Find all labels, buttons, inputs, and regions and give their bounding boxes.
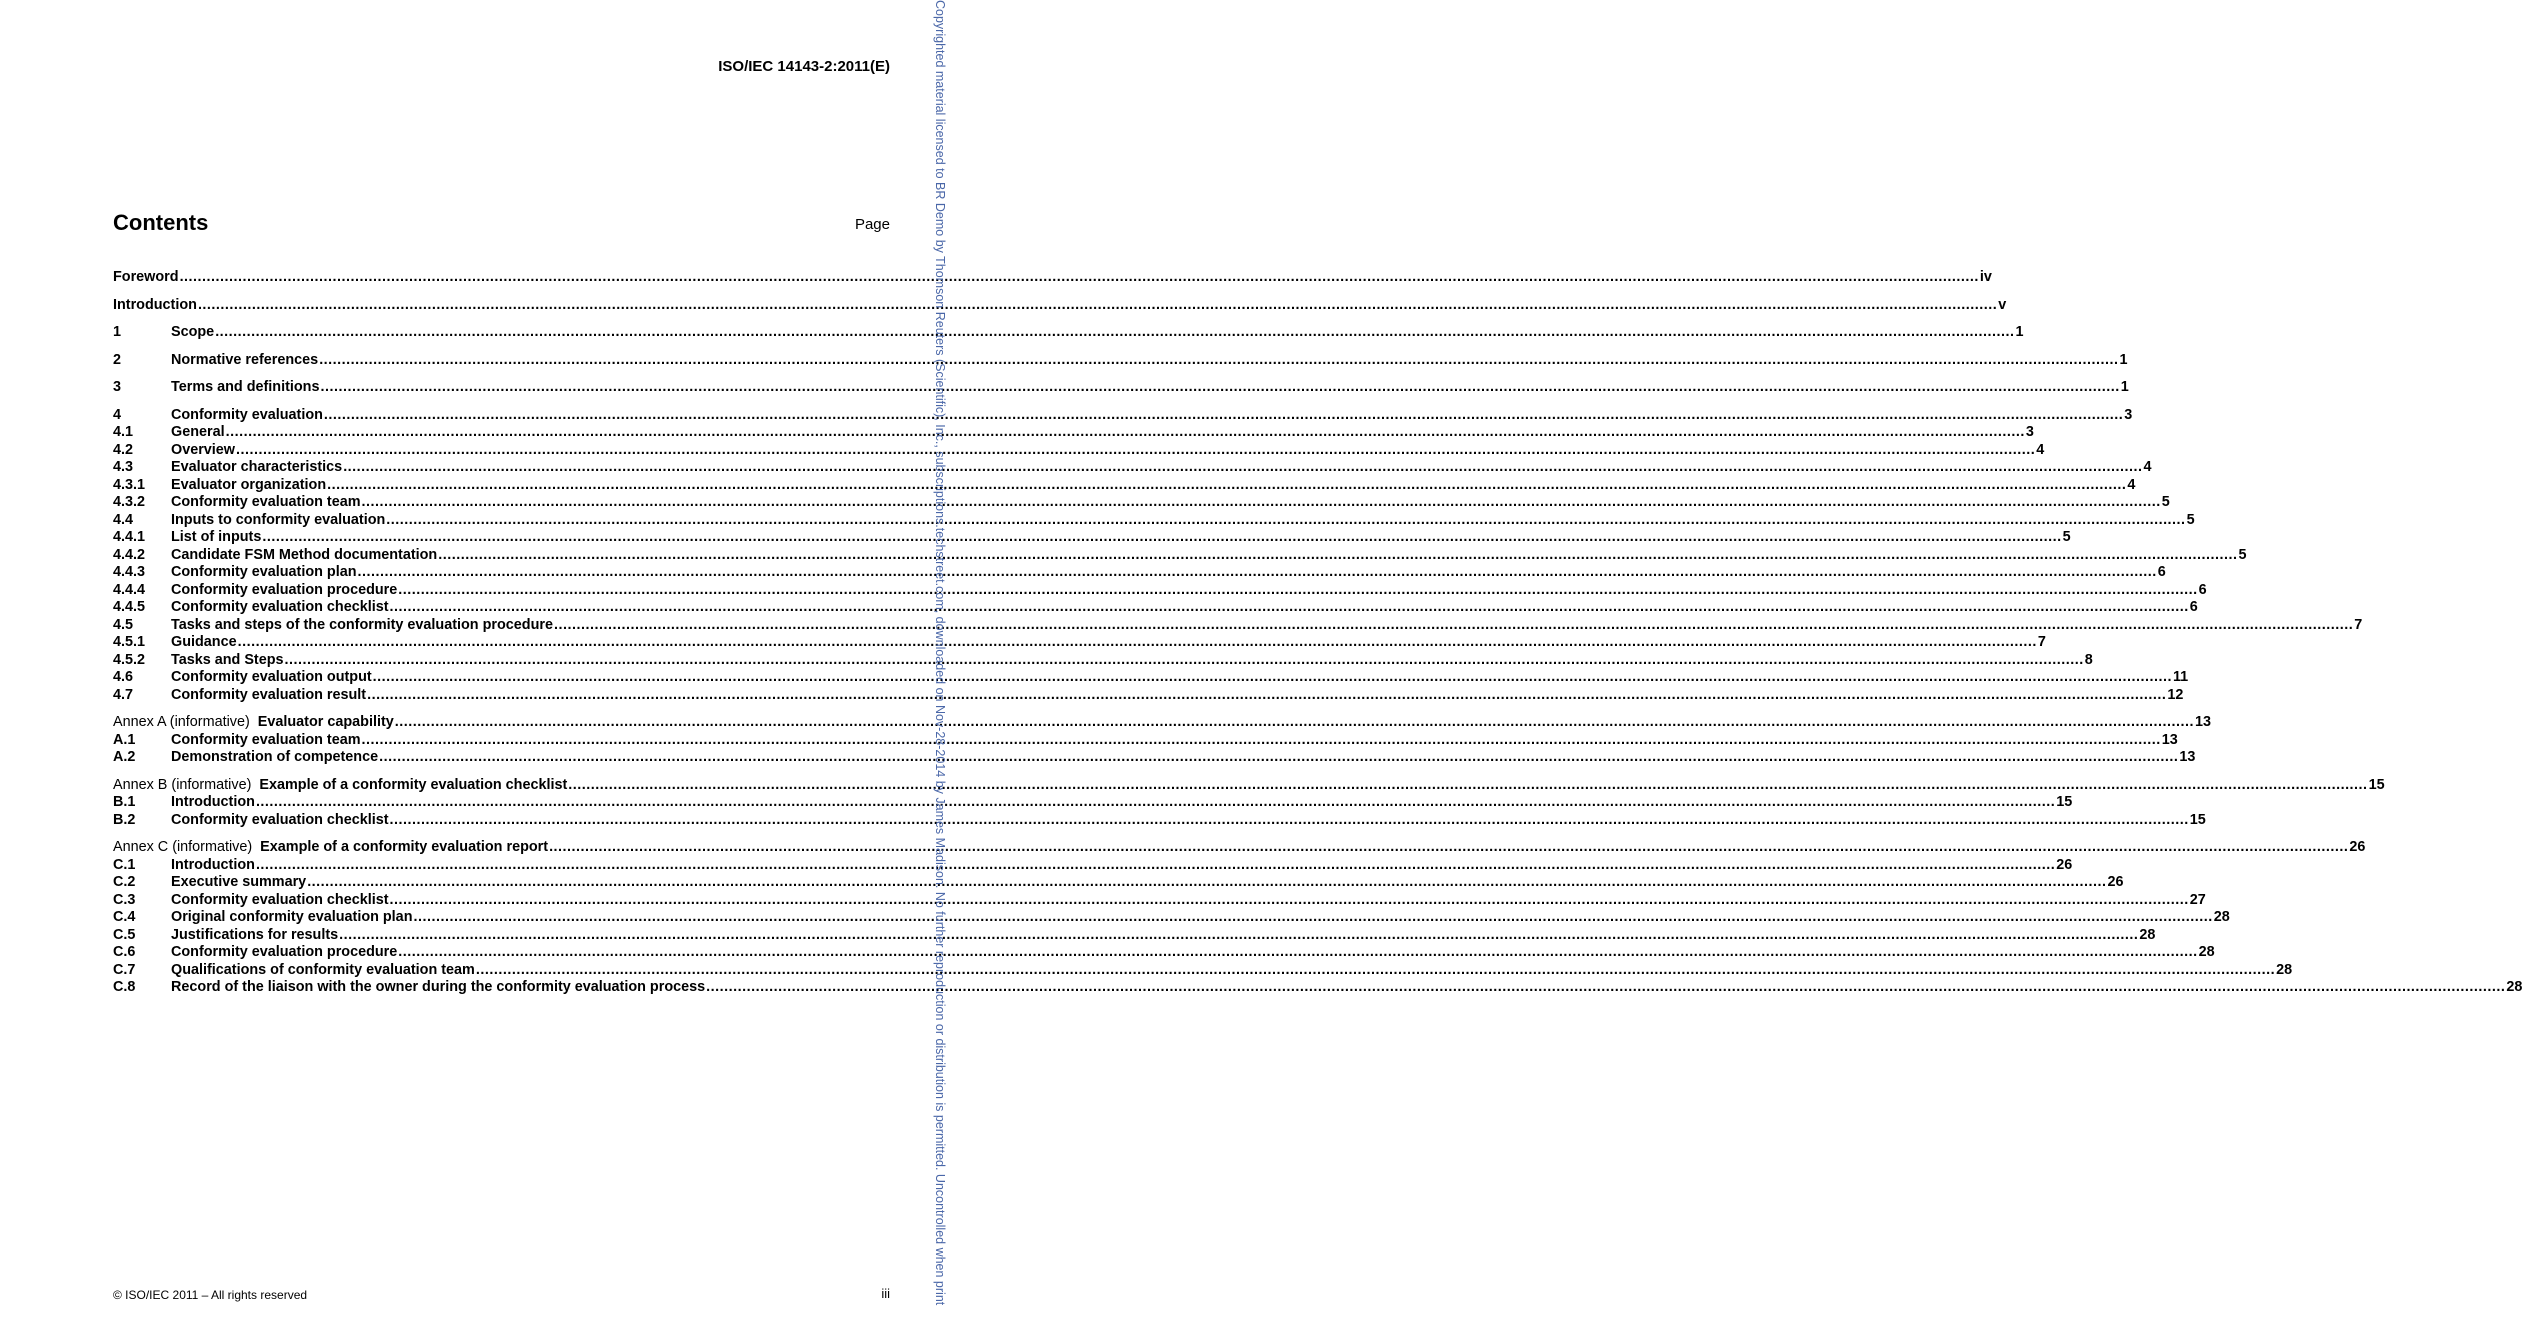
toc-entry-number: 4.1: [113, 424, 134, 440]
toc-entry-number: B.1: [113, 794, 136, 810]
toc-entry[interactable]: [113, 476, 2136, 495]
toc-entry-title: [171, 857, 255, 875]
toc-entry-number: 4.4.1: [113, 529, 146, 545]
toc-dot-leader: ................................................................................................................................................................................................................................................................................................................................................................................................................: [389, 599, 2189, 615]
toc-title-text: Record of the liaison with the owner during the conformity evaluation process: [171, 979, 706, 995]
toc-entry-title: [171, 962, 475, 980]
toc-entry-number: 1: [113, 324, 122, 340]
toc-dot-leader: ................................................................................................................................................................................................................................................................................................................................................................................................................: [255, 794, 2056, 810]
toc-entry-page: 26: [2107, 874, 2124, 890]
toc-entry-title: [171, 812, 389, 830]
toc-title-text: Conformity evaluation result: [171, 686, 367, 703]
toc-dot-leader: ................................................................................................................................................................................................................................................................................................................................................................................................................: [307, 874, 2107, 890]
toc-entry-number: C.5: [113, 926, 136, 943]
toc-dot-leader: ................................................................................................................................................................................................................................................................................................................................................................................................................: [197, 296, 1998, 313]
toc-title-text: Foreword: [113, 269, 179, 285]
toc-dot-leader: ................................................................................................................................................................................................................................................................................................................................................................................................................: [367, 686, 2167, 703]
toc-title-text: Conformity evaluation team: [171, 731, 361, 748]
toc-entry-title: [113, 777, 567, 795]
toc-title-text: Guidance: [171, 634, 237, 650]
toc-entry[interactable]: [113, 979, 2522, 997]
toc-entry[interactable]: [113, 731, 2178, 750]
toc-entry-number: 4: [113, 406, 122, 423]
toc-entry-page: 6: [2157, 564, 2166, 580]
toc-dot-leader: ................................................................................................................................................................................................................................................................................................................................................................................................................: [394, 714, 2195, 730]
toc-entry[interactable]: [113, 856, 2073, 875]
toc-title-text: Scope: [171, 324, 215, 340]
toc-entry-page: 4: [2127, 476, 2136, 493]
toc-title-text: Original conformity evaluation plan: [171, 909, 413, 925]
toc-entry[interactable]: [113, 669, 2189, 687]
toc-title-text: Conformity evaluation: [171, 406, 323, 423]
toc-entry-title: [171, 582, 397, 600]
toc-entry-number: 4.3.1: [113, 476, 146, 493]
toc-entry-number: C.7: [113, 961, 136, 978]
toc-dot-leader: ................................................................................................................................................................................................................................................................................................................................................................................................................: [361, 731, 2161, 748]
toc-title-text: Executive summary: [171, 874, 307, 890]
toc-title-text: Normative references: [171, 351, 319, 368]
toc-dot-leader: ................................................................................................................................................................................................................................................................................................................................................................................................................: [549, 839, 2349, 855]
toc-entry-title: [171, 512, 385, 530]
toc-entry-title: [113, 839, 548, 857]
toc-entry-number: C.4: [113, 909, 136, 925]
toc-entry-title: [171, 909, 412, 927]
toc-entry[interactable]: [113, 944, 2215, 962]
toc-entry-title: [113, 714, 394, 732]
toc-entry[interactable]: [113, 296, 2007, 315]
toc-entry-title: [171, 634, 237, 652]
toc-entry-title: [113, 269, 179, 287]
toc-entry-page: 13: [2179, 749, 2196, 765]
toc-entry-number: 4.7: [113, 686, 134, 703]
toc-entry[interactable]: [113, 379, 2129, 397]
toc-entry-number: 4.4.2: [113, 546, 146, 563]
toc-dot-leader: ................................................................................................................................................................................................................................................................................................................................................................................................................: [379, 749, 2179, 765]
contents-heading: Contents: [113, 210, 209, 235]
toc-title-text: Conformity evaluation plan: [171, 564, 357, 580]
toc-entry[interactable]: [113, 351, 2128, 370]
toc-entry[interactable]: [113, 494, 2170, 512]
toc-title-text: Conformity evaluation checklist: [171, 891, 389, 908]
toc-dot-leader: ................................................................................................................................................................................................................................................................................................................................................................................................................: [225, 424, 2025, 440]
toc-dot-leader: ................................................................................................................................................................................................................................................................................................................................................................................................................: [361, 494, 2161, 510]
toc-dot-leader: ................................................................................................................................................................................................................................................................................................................................................................................................................: [319, 351, 2119, 368]
toc-entry[interactable]: [113, 269, 1992, 287]
toc-entry[interactable]: [113, 634, 2046, 652]
toc-entry-number: 4.3: [113, 459, 134, 475]
toc-dot-leader: ................................................................................................................................................................................................................................................................................................................................................................................................................: [339, 926, 2139, 943]
toc-entry[interactable]: [113, 599, 2198, 617]
toc-entry-page: 13: [2195, 714, 2212, 730]
toc-entry-page: 8: [2084, 651, 2093, 668]
toc-dot-leader: ................................................................................................................................................................................................................................................................................................................................................................................................................: [255, 856, 2056, 873]
toc-entry-title: [171, 424, 225, 442]
toc-dot-leader: ................................................................................................................................................................................................................................................................................................................................................................................................................: [413, 909, 2213, 925]
toc-entry[interactable]: [113, 529, 2071, 547]
toc-entry-page: 3: [2025, 424, 2034, 440]
toc-entry-title: [171, 379, 319, 397]
toc-entry[interactable]: [113, 424, 2034, 442]
toc-title-text: Introduction: [171, 794, 255, 810]
toc-entry-page: 6: [2189, 599, 2198, 615]
toc-entry-number: A.2: [113, 749, 136, 765]
toc-entry-number: 4.6: [113, 669, 134, 685]
toc-entry-number: 4.4.3: [113, 564, 146, 580]
toc-entry[interactable]: [113, 776, 2385, 795]
toc-dot-leader: ................................................................................................................................................................................................................................................................................................................................................................................................................: [343, 459, 2143, 475]
toc-title-text: Evaluator capability: [257, 714, 394, 730]
toc-dot-leader: ................................................................................................................................................................................................................................................................................................................................................................................................................: [553, 616, 2354, 633]
toc-entry-number: 2: [113, 351, 122, 368]
toc-dot-leader: ................................................................................................................................................................................................................................................................................................................................................................................................................: [320, 379, 2120, 395]
toc-entry-page: 1: [2120, 379, 2129, 395]
toc-entry-title: [171, 442, 235, 460]
toc-title-text: Evaluator characteristics: [171, 459, 343, 475]
toc-entry[interactable]: [113, 926, 2156, 945]
toc-entry[interactable]: [113, 714, 2212, 732]
toc-entry-page: 1: [2119, 351, 2128, 368]
toc-dot-leader: ................................................................................................................................................................................................................................................................................................................................................................................................................: [475, 961, 2276, 978]
toc-entry[interactable]: [113, 616, 2363, 635]
toc-title-text: Evaluator organization: [171, 476, 327, 493]
toc-entry-page: 26: [2056, 856, 2073, 873]
toc-dot-leader: ................................................................................................................................................................................................................................................................................................................................................................................................................: [372, 669, 2172, 685]
toc-dot-leader: ................................................................................................................................................................................................................................................................................................................................................................................................................: [179, 269, 1979, 285]
toc-entry-title: [171, 892, 389, 910]
toc-entry[interactable]: [113, 961, 2293, 980]
toc-entry-title: [171, 529, 261, 547]
toc-title-text: Tasks and steps of the conformity evaluation procedure: [171, 616, 553, 633]
toc-entry-page: 3: [2124, 406, 2133, 423]
footer-page-number: iii: [881, 1286, 890, 1301]
toc-entry-title: [171, 477, 326, 495]
toc-entry-title: [171, 874, 306, 892]
toc-entry-page: 4: [2143, 459, 2152, 475]
toc-title-text: Tasks and Steps: [171, 651, 284, 668]
toc-entry-title: [171, 669, 372, 687]
toc-entry[interactable]: [113, 406, 2133, 425]
toc-entry-title: [171, 494, 361, 512]
toc-annex-label: Annex C (informative): [113, 839, 253, 855]
toc-title-text: Conformity evaluation team: [171, 494, 361, 510]
toc-annex-label: Annex B (informative): [113, 776, 252, 793]
toc-entry-page: 28: [2506, 979, 2522, 995]
toc-entry[interactable]: [113, 874, 2124, 892]
toc-entry[interactable]: [113, 511, 2195, 530]
toc-entry[interactable]: [113, 909, 2230, 927]
toc-title-text: Demonstration of competence: [171, 749, 379, 765]
toc-entry-number: 4.3.2: [113, 494, 146, 510]
toc-title-text: Introduction: [171, 856, 255, 873]
toc-entry-page: 15: [2189, 811, 2206, 828]
toc-entry-page: 28: [2213, 909, 2230, 925]
footer-copyright: © ISO/IEC 2011 – All rights reserved: [113, 1288, 308, 1302]
toc-dot-leader: ................................................................................................................................................................................................................................................................................................................................................................................................................: [386, 511, 2186, 528]
toc-entry-title: [171, 687, 366, 705]
toc-entry-title: [171, 617, 553, 635]
toc-dot-leader: ................................................................................................................................................................................................................................................................................................................................................................................................................: [323, 406, 2124, 423]
toc-title-text: Candidate FSM Method documentation: [171, 546, 438, 563]
toc-title-text: Introduction: [113, 296, 197, 313]
toc-entry-page: 15: [2056, 794, 2073, 810]
toc-title-text: Inputs to conformity evaluation: [171, 511, 386, 528]
toc-entry-number: 4.4.4: [113, 581, 146, 598]
toc-dot-leader: ................................................................................................................................................................................................................................................................................................................................................................................................................: [398, 581, 2198, 598]
toc-entry[interactable]: [113, 891, 2206, 910]
toc-entry-page: 26: [2349, 839, 2366, 855]
toc-title-text: General: [171, 424, 225, 440]
toc-dot-leader: ................................................................................................................................................................................................................................................................................................................................................................................................................: [706, 979, 2506, 995]
toc-dot-leader: ................................................................................................................................................................................................................................................................................................................................................................................................................: [236, 441, 2036, 458]
toc-entry-number: 4.4.5: [113, 599, 146, 615]
toc-title-text: Example of a conformity evaluation checklist: [259, 776, 568, 793]
toc-entry-number: 4.4: [113, 511, 134, 528]
document-id: ISO/IEC 14143-2:2011(E): [718, 58, 890, 75]
toc-entry-number: C.8: [113, 979, 136, 995]
toc-dot-leader: ................................................................................................................................................................................................................................................................................................................................................................................................................: [327, 476, 2127, 493]
toc-entry[interactable]: [113, 459, 2152, 477]
toc-entry-page: v: [1998, 296, 2007, 313]
toc-entry-title: [171, 324, 214, 342]
toc-dot-leader: ................................................................................................................................................................................................................................................................................................................................................................................................................: [389, 811, 2189, 828]
toc-dot-leader: ................................................................................................................................................................................................................................................................................................................................................................................................................: [284, 651, 2084, 668]
toc-entry-page: 7: [2354, 616, 2363, 633]
toc-entry-number: C.1: [113, 856, 136, 873]
toc-entry-number: A.1: [113, 731, 136, 748]
copyright-watermark: Copyrighted material licensed to BR Demo by Thomson Reuters (Scientific), Inc., subscriptions.techstreet.com, downloaded on Nov-28-2014 by James Madison. No further reproduction or distribution is permitted. Uncontrolled when print: [933, 0, 947, 1306]
toc-title-text: Example of a conformity evaluation report: [260, 839, 549, 855]
toc-entry-page: 7: [2037, 634, 2046, 650]
toc-entry-number: 4.2: [113, 441, 134, 458]
toc-dot-leader: ................................................................................................................................................................................................................................................................................................................................................................................................................: [438, 546, 2238, 563]
toc-title-text: Qualifications of conformity evaluation team: [171, 961, 475, 978]
toc-title-text: Overview: [171, 441, 235, 458]
toc-entry-title: [171, 944, 397, 962]
toc-entry-page: 27: [2189, 891, 2206, 908]
toc-entry-number: C.6: [113, 944, 136, 960]
toc-dot-leader: ................................................................................................................................................................................................................................................................................................................................................................................................................: [357, 564, 2157, 580]
toc-title-text: List of inputs: [171, 529, 262, 545]
toc-entry-number: C.2: [113, 874, 136, 890]
toc-entry-title: [171, 749, 378, 767]
toc-entry-title: [171, 732, 361, 750]
page-column-label: Page: [854, 216, 890, 233]
toc-entry[interactable]: [113, 651, 2093, 670]
toc-entry[interactable]: [113, 686, 2184, 705]
toc-title-text: Conformity evaluation checklist: [171, 811, 389, 828]
toc-entry-title: [171, 564, 357, 582]
toc-entry-page: 28: [2198, 944, 2215, 960]
toc-entry-page: 28: [2139, 926, 2156, 943]
toc-entry-page: 5: [2161, 494, 2170, 510]
toc-title-text: Justifications for results: [171, 926, 339, 943]
toc-entry-page: 5: [2238, 546, 2247, 563]
toc-dot-leader: ................................................................................................................................................................................................................................................................................................................................................................................................................: [389, 891, 2189, 908]
toc-entry[interactable]: [113, 811, 2206, 830]
toc-entry-page: 1: [2015, 324, 2024, 340]
toc-title-text: Conformity evaluation output: [171, 669, 372, 685]
toc-entry-page: 13: [2161, 731, 2178, 748]
toc-entry-number: 3: [113, 379, 122, 395]
toc-dot-leader: ................................................................................................................................................................................................................................................................................................................................................................................................................: [568, 776, 2368, 793]
toc-entry-page: 28: [2276, 961, 2293, 978]
toc-entry-number: 4.5.1: [113, 634, 146, 650]
toc-annex-label: Annex A (informative): [113, 714, 250, 730]
toc-entry-title: [171, 652, 284, 670]
toc-entry[interactable]: [113, 324, 2024, 342]
toc-entry-title: [171, 407, 323, 425]
toc-title-text: Conformity evaluation procedure: [171, 581, 398, 598]
toc-entry[interactable]: [113, 441, 2045, 460]
toc-entry-title: [171, 927, 338, 945]
toc-title-text: Conformity evaluation procedure: [171, 944, 398, 960]
toc-entry-title: [171, 599, 389, 617]
toc-entry-page: 15: [2368, 776, 2385, 793]
toc-entry-page: 6: [2198, 581, 2207, 598]
toc-entry-page: 11: [2172, 669, 2189, 685]
toc-entry-number: C.3: [113, 891, 136, 908]
toc-entry-title: [171, 794, 255, 812]
toc-entry-title: [171, 459, 342, 477]
toc-entry-page: 12: [2167, 686, 2184, 703]
toc-entry-title: [171, 547, 437, 565]
toc-entry[interactable]: [113, 794, 2073, 812]
toc-dot-leader: ................................................................................................................................................................................................................................................................................................................................................................................................................: [237, 634, 2037, 650]
toc-entry[interactable]: [113, 839, 2366, 857]
toc-dot-leader: ................................................................................................................................................................................................................................................................................................................................................................................................................: [398, 944, 2198, 960]
toc-entry-title: [113, 297, 197, 315]
toc-entry[interactable]: [113, 546, 2247, 565]
toc-title-text: Conformity evaluation checklist: [171, 599, 389, 615]
toc-entry-title: [171, 352, 318, 370]
toc-entry-title: [171, 979, 705, 997]
toc-entry-page: 4: [2036, 441, 2045, 458]
toc-entry-page: 5: [2062, 529, 2071, 545]
toc-entry-page: iv: [1979, 269, 1992, 285]
toc-dot-leader: ................................................................................................................................................................................................................................................................................................................................................................................................................: [262, 529, 2062, 545]
toc-entry-page: 5: [2186, 511, 2195, 528]
toc-entry[interactable]: [113, 564, 2166, 582]
toc-entry[interactable]: [113, 749, 2196, 767]
toc-entry-number: B.2: [113, 811, 136, 828]
toc-entry-number: 4.5.2: [113, 651, 146, 668]
toc-entry[interactable]: [113, 581, 2207, 600]
toc-dot-leader: ................................................................................................................................................................................................................................................................................................................................................................................................................: [215, 324, 2015, 340]
toc-entry-number: 4.5: [113, 616, 134, 633]
toc-title-text: Terms and definitions: [171, 379, 320, 395]
